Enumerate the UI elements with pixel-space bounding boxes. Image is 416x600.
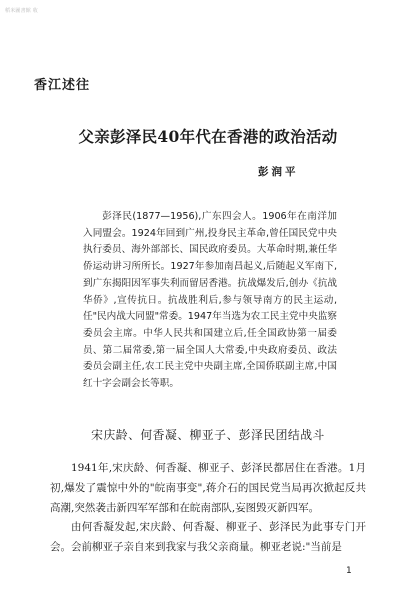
body-paragraph: 由何香凝发起,宋庆龄、何香凝、柳亚子、彭泽民为此事专门开会。会前柳亚子亲自来到我家与我父亲商量。柳亚老说:"当前是 xyxy=(50,521,366,554)
section-subheading: 宋庆龄、何香凝、柳亚子、彭泽民团结战斗 xyxy=(91,428,325,442)
biography-paragraph: 彭泽民(1877—1956),广东四会人。1906年在南洋加入同盟会。1924年回到广州,投身民主革命,曾任国民党中央执行委员、海外部部长、国民政府委员。大革命时期,兼任华侨运动讲习所所长。1927年参加南昌起义,后随起义军南下,到广东揭阳因军事失利而留居香港。抗战爆发后,创办《抗战华侨》,宣传抗日。抗战胜利后,参与领导南方的民主运动,任"民内战大同盟"常委。1947年当选为农工民主党中央监察委员会主席。中华人民共和国建立后,任全国政协第一届委员、第二届常委,第一届全国人大常委,中央政府委员、政法委员会副主任,农工民主党中央副主席,全国侨联副主席,中国红十字会副会长等职。 xyxy=(83,211,337,390)
section-label: 香江述往 xyxy=(34,78,91,93)
page-number: 1 xyxy=(346,566,352,576)
author-name: 彭润平 xyxy=(258,166,299,178)
library-watermark: 稻米圖書館 收 xyxy=(5,8,38,14)
body-text xyxy=(50,459,366,558)
article-title: 父亲彭泽民40年代在香港的政治活动 xyxy=(78,127,338,146)
body-paragraph: 1941年,宋庆龄、何香凝、柳亚子、彭泽民都居住在香港。1月初,爆发了震惊中外的"皖南事变",蒋介石的国民党当局再次掀起反共高潮,突然袭击新四军军部和在皖南部队,妄图毁灭新四军。 xyxy=(50,462,366,514)
